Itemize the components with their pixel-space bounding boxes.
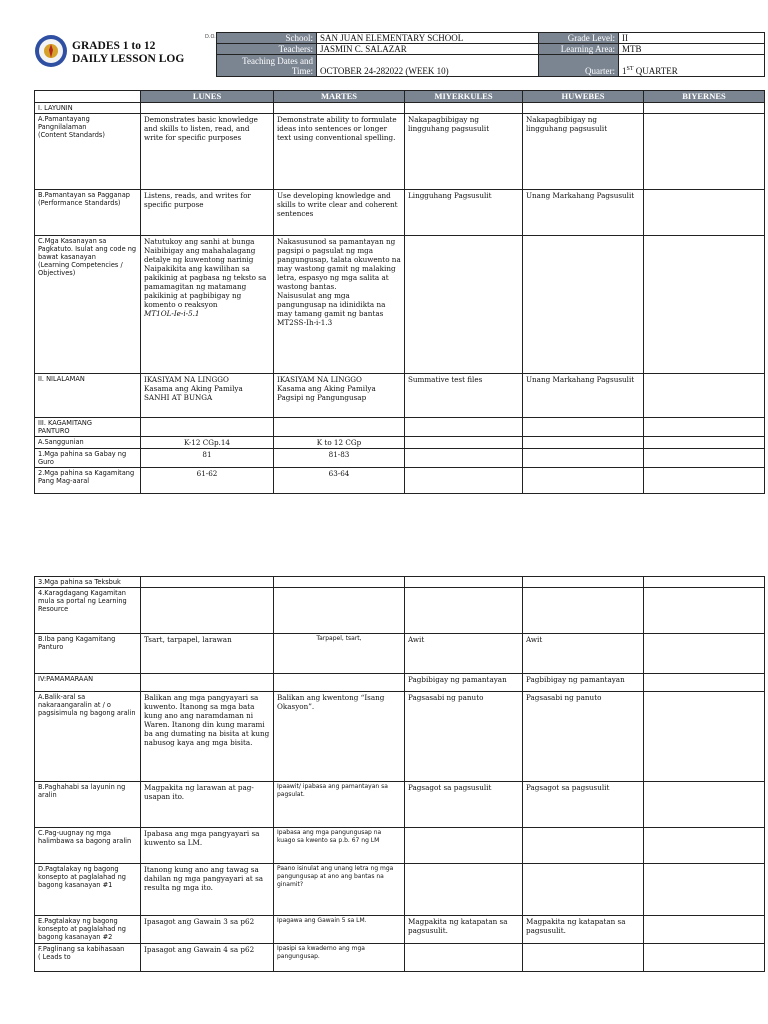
row-label-line: F.Paglinang sa kabihasaan — [38, 945, 125, 953]
row-label — [35, 437, 141, 449]
table-cell — [405, 374, 523, 418]
day-header-martes: MARTES — [274, 91, 405, 103]
cell-line: Ipasipi sa kwaderno ang mga pangungusap. — [277, 945, 365, 960]
table-row — [35, 103, 765, 114]
table-row — [35, 864, 765, 916]
cell-line: Pagsasabi ng panuto — [526, 693, 602, 702]
cell-line: K-12 CGp.14 — [184, 438, 230, 447]
quarter-label: Quarter: — [539, 55, 619, 77]
cell-line: Paano isinulat ang unang letra ng mga pangungusap at ano ang bantas na ginamit? — [277, 865, 394, 888]
table-row — [35, 692, 765, 782]
table-cell — [644, 374, 765, 418]
table-cell — [405, 692, 523, 782]
table-cell — [141, 190, 274, 236]
table-cell — [141, 944, 274, 972]
row-label — [35, 577, 141, 588]
table-cell — [274, 577, 405, 588]
table-cell — [405, 577, 523, 588]
table-cell — [141, 449, 274, 468]
cell-line: Pagsipi ng Pangungusap — [277, 393, 367, 402]
row-label — [35, 944, 141, 972]
day-header-miyerkules: MIYERKULES — [405, 91, 523, 103]
row-label — [35, 449, 141, 468]
cell-line: Balikan ang mga pangyayari sa kuwento. Itanong sa mga bata kung ano ang naramdaman ni Waren. Itanong din kung marami ba ang dumating na bisita at kung nabusog kaya ang mga bisita. — [144, 693, 270, 747]
table-cell — [141, 418, 274, 437]
day-header-biyernes: BIYERNES — [644, 91, 765, 103]
area-label: Learning Area: — [539, 44, 619, 55]
dates-label — [217, 55, 317, 77]
table-cell — [644, 588, 765, 634]
table-cell — [141, 114, 274, 190]
document-title — [72, 40, 184, 66]
table-cell — [405, 114, 523, 190]
cell-line: Tarpapel, tsart, — [316, 635, 362, 642]
row-label-line: A.Pamantayang Pangnilalaman — [38, 115, 90, 131]
row-label-line: B.Iba pang Kagamitang Panturo — [38, 635, 116, 651]
cell-line: Naibibigay ang mahahalagang detalye ng kuwentong narinig — [144, 246, 256, 264]
table-cell — [523, 114, 644, 190]
table-row — [35, 418, 765, 437]
row-label — [35, 236, 141, 374]
table-cell — [523, 634, 644, 674]
table-cell — [523, 782, 644, 828]
table-cell — [274, 692, 405, 782]
table-cell — [405, 437, 523, 449]
grade-label: Grade Level: — [539, 33, 619, 44]
row-label-line: 3.Mga pahina sa Teksbuk — [38, 578, 121, 586]
table-cell — [274, 418, 405, 437]
table-cell — [405, 782, 523, 828]
table-cell — [274, 828, 405, 864]
table-cell — [523, 374, 644, 418]
row-label-line: II. NILALAMAN — [38, 375, 85, 383]
table-cell — [523, 449, 644, 468]
row-label-line: (Performance Standards) — [38, 199, 121, 207]
corner-cell — [35, 91, 141, 103]
cell-line: SANHI AT BUNGA — [144, 393, 213, 402]
table-cell — [644, 674, 765, 692]
cell-line: MT1OL-Ie-i-5.1 — [144, 309, 200, 318]
cell-line: Ipagawa ang Gawain 5 sa LM. — [277, 917, 367, 924]
table-cell — [141, 692, 274, 782]
table-cell — [141, 468, 274, 494]
table-cell — [644, 864, 765, 916]
table-cell — [274, 190, 405, 236]
table-cell — [405, 916, 523, 944]
cell-line: Demonstrates basic knowledge and skills to listen, read, and write for specific purposes — [144, 115, 258, 142]
table-row — [35, 944, 765, 972]
deped-seal-icon — [34, 34, 68, 68]
cell-line: Magpakita ng katapatan sa pagsusulit. — [526, 917, 626, 935]
table-cell — [405, 449, 523, 468]
table-cell — [644, 828, 765, 864]
table-cell — [644, 103, 765, 114]
table-row — [35, 449, 765, 468]
table-cell — [523, 692, 644, 782]
row-label — [35, 468, 141, 494]
cell-line: Nakapagbibigay ng lingguhang pagsusulit — [408, 115, 490, 133]
quarter-suffix: ST — [626, 66, 634, 72]
header-info-table — [216, 32, 765, 77]
day-header-huwebes: HUWEBES — [523, 91, 644, 103]
table-cell — [523, 190, 644, 236]
area-value: MTB — [619, 44, 765, 55]
row-label-line: B.Paghahabi sa layunin ng aralin — [38, 783, 126, 799]
row-label — [35, 588, 141, 634]
table-row — [35, 236, 765, 374]
table-cell — [644, 782, 765, 828]
table-cell — [523, 236, 644, 374]
cell-line: Nakasusunod sa pamantayan ng pagsipi o pagsulat ng mga pangungusap, talata okuwento na may wastong gamit ng malaking letra, espasyo ng mga salita at wastong bantas. — [277, 237, 401, 291]
cell-line: Magpakita ng larawan at pag-usapan ito. — [144, 783, 254, 801]
cell-line: Ipabasa ang mga pangungusap na kuago sa kwento sa p.b. 67 ng LM — [277, 829, 382, 844]
cell-line: Kasama ang Aking Pamilya — [144, 384, 243, 393]
table-cell — [644, 692, 765, 782]
cell-line: IKASIYAM NA LINGGO — [144, 375, 229, 384]
row-label-line: 4.Karagdagang Kagamitan mula sa portal ng Learning Resource — [38, 589, 127, 613]
cell-line: Ipasagot ang Gawain 3 sa p62 — [144, 917, 255, 926]
table-cell — [274, 864, 405, 916]
table-cell — [523, 674, 644, 692]
cell-line: Pagbibigay ng pamantayan — [408, 675, 507, 684]
cell-line: Ipabasa ang mga pangyayari sa kuwento sa LM. — [144, 829, 260, 847]
table-row — [35, 577, 765, 588]
row-label-line: E.Pagtalakay ng bagong konsepto at paglalahad ng bagong kasanayan #2 — [38, 917, 126, 941]
cell-line: Naipakikita ang kawilihan sa pakikinig at pagbasa ng teksto sa pamamagitan ng matamang pakikinig at pagbibigay ng komento o reaksyon — [144, 264, 267, 309]
table-row — [35, 828, 765, 864]
table-cell — [141, 674, 274, 692]
row-label — [35, 692, 141, 782]
cell-line: IKASIYAM NA LINGGO — [277, 375, 362, 384]
table-row — [35, 588, 765, 634]
title-line-1: GRADES 1 to 12 — [72, 40, 156, 52]
school-value: SAN JUAN ELEMENTARY SCHOOL — [317, 33, 539, 44]
quarter-number: 1 — [622, 66, 627, 76]
tiny-mark: D.O. — [205, 34, 216, 40]
row-label — [35, 634, 141, 674]
table-cell — [141, 374, 274, 418]
row-label-line: C.Mga Kasanayan sa Pagkatuto. Isulat ang code ng bawat kasanayan — [38, 237, 137, 261]
row-label — [35, 916, 141, 944]
table-cell — [644, 190, 765, 236]
row-label — [35, 674, 141, 692]
table-cell — [141, 782, 274, 828]
table-cell — [405, 236, 523, 374]
teacher-value: JASMIN C. SALAZAR — [317, 44, 539, 55]
table-cell — [141, 103, 274, 114]
row-label — [35, 190, 141, 236]
lesson-table-part-2 — [34, 576, 765, 972]
lesson-table-part-1 — [34, 90, 765, 494]
title-line-2: DAILY LESSON LOG — [72, 53, 185, 65]
table-cell — [274, 634, 405, 674]
row-label-line: (Learning Competencies / Objectives) — [38, 261, 123, 277]
cell-line: K to 12 CGp — [316, 438, 362, 447]
table-cell — [274, 437, 405, 449]
quarter-word: QUARTER — [635, 66, 678, 76]
table-cell — [523, 588, 644, 634]
row-label — [35, 828, 141, 864]
cell-line: Pagbibigay ng pamantayan — [526, 675, 625, 684]
table-cell — [405, 828, 523, 864]
table-cell — [274, 468, 405, 494]
cell-line: Ipaawit/ ipabasa ang pamantayan sa pagsulat. — [277, 783, 388, 798]
cell-line: 81 — [202, 450, 212, 459]
table-cell — [523, 103, 644, 114]
cell-line: Use developing knowledge and skills to write clear and coherent sentences — [277, 191, 398, 218]
table-cell — [644, 634, 765, 674]
cell-line: Balikan ang kwentong “Isang Okasyon”. — [277, 693, 385, 711]
table-row — [35, 634, 765, 674]
row-label — [35, 418, 141, 437]
table-row — [35, 782, 765, 828]
table-cell — [405, 864, 523, 916]
table-row — [35, 468, 765, 494]
cell-line: Lingguhang Pagsusulit — [408, 191, 492, 200]
cell-line: Awit — [526, 635, 543, 644]
table-row — [35, 114, 765, 190]
cell-line: Kasama ang Aking Pamilya — [277, 384, 376, 393]
table-cell — [274, 374, 405, 418]
table-cell — [405, 634, 523, 674]
row-label — [35, 864, 141, 916]
table-cell — [523, 916, 644, 944]
table-cell — [274, 103, 405, 114]
cell-line: Itanong kung ano ang tawag sa dahilan ng mga pangyayari at sa resulta ng mga ito. — [144, 865, 264, 892]
dates-label-line-2: Time: — [291, 65, 313, 76]
row-label — [35, 103, 141, 114]
cell-line: Demonstrate ability to formulate ideas into sentences or longer text using conventional spelling. — [277, 115, 397, 142]
row-label-line: I. LAYUNIN — [38, 104, 73, 112]
grade-value: II — [619, 33, 765, 44]
row-label — [35, 114, 141, 190]
table-cell — [274, 236, 405, 374]
row-label — [35, 374, 141, 418]
table-row — [35, 674, 765, 692]
table-cell — [274, 449, 405, 468]
cell-line: Listens, reads, and writes for specific purpose — [144, 191, 251, 209]
table-cell — [405, 588, 523, 634]
table-cell — [274, 588, 405, 634]
table-cell — [644, 114, 765, 190]
table-row — [35, 437, 765, 449]
table-cell — [274, 674, 405, 692]
day-header-row — [35, 91, 765, 103]
table-cell — [141, 634, 274, 674]
table-cell — [644, 449, 765, 468]
table-row — [35, 374, 765, 418]
table-cell — [523, 418, 644, 437]
table-cell — [405, 468, 523, 494]
quarter-value — [619, 55, 765, 77]
row-label-line: III. KAGAMITANG — [38, 419, 92, 427]
cell-line: Pagsasabi ng panuto — [408, 693, 484, 702]
table-cell — [274, 782, 405, 828]
cell-line: Unang Markahang Pagsusulit — [526, 375, 635, 384]
row-label — [35, 782, 141, 828]
table-cell — [523, 864, 644, 916]
cell-line: Nakapagbibigay ng lingguhang pagsusulit — [526, 115, 608, 133]
table-cell — [523, 828, 644, 864]
row-label-line: IV:PAMAMARAAN — [38, 675, 94, 683]
row-label-line: 2.Mga pahina sa Kagamitang Pang Mag-aaral — [38, 469, 135, 485]
cell-line: Magpakita ng katapatan sa pagsusulit. — [408, 917, 508, 935]
table-cell — [141, 437, 274, 449]
cell-line: Summative test files — [408, 375, 483, 384]
row-label-line: 1.Mga pahina sa Gabay ng Guro — [38, 450, 127, 466]
school-label: School: — [217, 33, 317, 44]
row-label-line: B.Pamantayan sa Pagganap — [38, 191, 130, 199]
table-cell — [644, 916, 765, 944]
row-label-line: A.Sanggunian — [38, 438, 84, 446]
day-header-lunes: LUNES — [141, 91, 274, 103]
row-label-line: PANTURO — [38, 427, 70, 435]
cell-line: 81-83 — [328, 450, 350, 459]
table-cell — [274, 944, 405, 972]
table-cell — [644, 236, 765, 374]
table-cell — [405, 190, 523, 236]
cell-line: Unang Markahang Pagsusulit — [526, 191, 635, 200]
cell-line: Ipasagot ang Gawain 4 sa p62 — [144, 945, 255, 954]
table-cell — [274, 114, 405, 190]
dates-label-line-1: Teaching Dates and — [242, 55, 313, 66]
cell-line: Natutukoy ang sanhi at bunga — [144, 237, 255, 246]
cell-line: 61-62 — [196, 469, 218, 478]
row-label-line: D.Pagtalakay ng bagong konsepto at paglalahad ng bagong kasanayan #1 — [38, 865, 126, 889]
table-cell — [523, 468, 644, 494]
cell-line: Tsart, tarpapel, larawan — [144, 635, 232, 644]
teacher-label: Teachers: — [217, 44, 317, 55]
cell-line: Pagsagot sa pagsusulit — [526, 783, 610, 792]
row-label-line: A.Balik-aral sa nakaraangaralin at / o pagsisimula ng bagong aralin — [38, 693, 136, 717]
row-label-line: ( Leads to — [38, 953, 71, 961]
table-cell — [644, 437, 765, 449]
table-cell — [141, 864, 274, 916]
table-cell — [644, 418, 765, 437]
table-cell — [644, 944, 765, 972]
table-cell — [523, 437, 644, 449]
row-label-line: (Content Standards) — [38, 131, 105, 139]
table-cell — [644, 468, 765, 494]
table-cell — [274, 916, 405, 944]
table-cell — [141, 588, 274, 634]
cell-line: Pagsagot sa pagsusulit — [408, 783, 492, 792]
table-cell — [405, 418, 523, 437]
table-cell — [141, 577, 274, 588]
cell-line: 63-64 — [328, 469, 350, 478]
cell-line: Naisusulat ang mga pangungusap na idinidikta na may tamang gamit ng bantas MT2SS-Ih-i-1.3 — [277, 291, 386, 327]
table-cell — [405, 944, 523, 972]
dates-value: OCTOBER 24-282022 (WEEK 10) — [317, 55, 539, 77]
table-cell — [405, 103, 523, 114]
row-label-line: C.Pag-uugnay ng mga halimbawa sa bagong aralin — [38, 829, 132, 845]
table-row — [35, 190, 765, 236]
table-row — [35, 916, 765, 944]
table-cell — [523, 944, 644, 972]
table-cell — [644, 577, 765, 588]
table-cell — [523, 577, 644, 588]
cell-line: Awit — [408, 635, 425, 644]
table-cell — [141, 236, 274, 374]
table-cell — [405, 674, 523, 692]
table-cell — [141, 828, 274, 864]
table-cell — [141, 916, 274, 944]
